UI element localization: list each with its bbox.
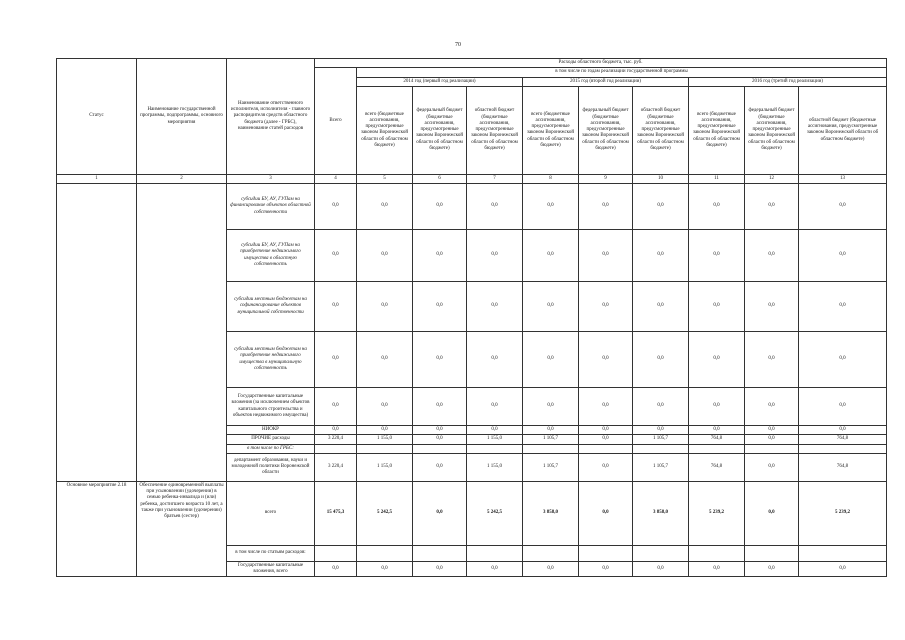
value-cell: 3 858,0 <box>523 481 579 545</box>
value-cell <box>689 545 745 561</box>
col-number: 9 <box>579 174 633 183</box>
value-cell: 0,0 <box>579 561 633 577</box>
status-cell <box>57 435 137 444</box>
value-cell: 0,0 <box>579 453 633 481</box>
table-row <box>57 435 887 444</box>
header-col-total-2015: всего (бюджетные ассигнования, предусмотренные законом Воронежской области об областном бюджете) <box>523 86 579 174</box>
row-label: департамент образования, науки и молодежной политики Воронежской области <box>227 453 315 481</box>
value-cell: 3 220,4 <box>315 453 357 481</box>
table-header <box>57 59 887 184</box>
value-cell: 0,0 <box>689 282 745 332</box>
row-label: в том числе по статьям расходов: <box>227 545 315 561</box>
value-cell: 0,0 <box>467 332 523 388</box>
value-cell: 0,0 <box>799 184 887 230</box>
value-cell: 0,0 <box>799 230 887 282</box>
row-label: субсидии местным бюджетам на приобретение недвижимого имущества в муниципальную собственность <box>227 332 315 388</box>
col-number: 4 <box>315 174 357 183</box>
value-cell: 0,0 <box>467 388 523 426</box>
value-cell: 0,0 <box>745 332 799 388</box>
value-cell: 0,0 <box>357 282 413 332</box>
header-col-regional-2016: областной бюджет (бюджетные ассигнования, предусмотренные законом Воронежской области об областном бюджете) <box>799 86 887 174</box>
row-label: субсидии БУ, АУ, ГУПам на финансирование объектов областной собственности <box>227 184 315 230</box>
value-cell: 0,0 <box>799 561 887 577</box>
page-number: 70 <box>455 42 461 48</box>
value-cell: 1 155,0 <box>467 453 523 481</box>
value-cell: 0,0 <box>413 282 467 332</box>
table-row <box>57 481 887 545</box>
program-name-cell <box>137 282 227 332</box>
value-cell: 0,0 <box>689 426 745 435</box>
value-cell: 764,8 <box>799 453 887 481</box>
col-number: 7 <box>467 174 523 183</box>
header-col-regional-2014: областной бюджет (бюджетные ассигнования, предусмотренные законом Воронежской области об областном бюджете) <box>467 86 523 174</box>
status-cell <box>57 426 137 435</box>
value-cell: 0,0 <box>579 481 633 545</box>
table-row <box>57 184 887 230</box>
table-row <box>57 453 887 481</box>
value-cell: 0,0 <box>745 561 799 577</box>
value-cell <box>413 444 467 453</box>
value-cell <box>579 444 633 453</box>
header-status: Статус <box>57 59 137 175</box>
value-cell: 0,0 <box>413 453 467 481</box>
value-cell: 0,0 <box>745 435 799 444</box>
value-cell: 1 155,0 <box>357 435 413 444</box>
value-cell: 0,0 <box>745 453 799 481</box>
value-cell <box>315 545 357 561</box>
value-cell: 0,0 <box>357 230 413 282</box>
header-by-years: в том числе по годам реализации государственной программы <box>357 68 887 77</box>
value-cell: 0,0 <box>413 388 467 426</box>
status-cell <box>57 184 137 230</box>
col-number: 13 <box>799 174 887 183</box>
value-cell: 0,0 <box>523 388 579 426</box>
value-cell: 0,0 <box>799 282 887 332</box>
column-number-row <box>57 174 887 183</box>
header-year-2016: 2016 год (третий год реализации) <box>689 77 887 86</box>
value-cell: 0,0 <box>745 230 799 282</box>
value-cell: 0,0 <box>579 435 633 444</box>
value-cell <box>799 545 887 561</box>
value-cell: 1 155,0 <box>467 435 523 444</box>
program-name-cell <box>137 435 227 444</box>
program-name-cell <box>137 184 227 230</box>
value-cell: 0,0 <box>413 426 467 435</box>
header-year-2014: 2014 год (первый год реализации) <box>357 77 523 86</box>
value-cell: 0,0 <box>633 561 689 577</box>
header-col-total-2014: всего (бюджетные ассигнования, предусмотренные законом Воронежской области об областном бюджете) <box>357 86 413 174</box>
value-cell <box>357 444 413 453</box>
header-year-2015: 2015 год (второй год реализации) <box>523 77 689 86</box>
row-label: субсидии местным бюджетам на софинансирование объектов муниципальной собственности <box>227 282 315 332</box>
value-cell <box>523 444 579 453</box>
status-cell <box>57 332 137 388</box>
value-cell <box>467 545 523 561</box>
value-cell: 764,8 <box>689 435 745 444</box>
value-cell: 0,0 <box>579 332 633 388</box>
value-cell: 0,0 <box>579 230 633 282</box>
program-name-cell <box>137 453 227 481</box>
value-cell: 0,0 <box>315 388 357 426</box>
value-cell: 3 858,0 <box>633 481 689 545</box>
value-cell: 0,0 <box>523 561 579 577</box>
row-label: всего <box>227 481 315 545</box>
value-cell: 0,0 <box>799 332 887 388</box>
value-cell <box>633 444 689 453</box>
table-row <box>57 282 887 332</box>
row-label: Государственные капитальные вложения (за исключением объектов капитального строительства и объектов недвижимого имущества) <box>227 388 315 426</box>
col-number: 11 <box>689 174 745 183</box>
program-name-cell <box>137 332 227 388</box>
value-cell: 0,0 <box>745 388 799 426</box>
value-cell: 0,0 <box>357 388 413 426</box>
col-number: 3 <box>227 174 315 183</box>
table-row <box>57 388 887 426</box>
value-cell: 1 105,7 <box>633 435 689 444</box>
header-col-federal-2015: федеральный бюджет (бюджетные ассигнования, предусмотренные законом Воронежской области об областном бюджете) <box>579 86 633 174</box>
value-cell: 764,8 <box>799 435 887 444</box>
value-cell: 0,0 <box>413 230 467 282</box>
col-number: 8 <box>523 174 579 183</box>
header-expenses-title: Расходы областного бюджета, тыс. руб. <box>315 59 887 68</box>
value-cell: 0,0 <box>689 332 745 388</box>
value-cell: 5 239,2 <box>689 481 745 545</box>
value-cell: 0,0 <box>467 230 523 282</box>
value-cell: 1 155,0 <box>357 453 413 481</box>
value-cell: 0,0 <box>523 332 579 388</box>
value-cell: 0,0 <box>467 184 523 230</box>
value-cell: 0,0 <box>579 282 633 332</box>
value-cell: 0,0 <box>799 426 887 435</box>
value-cell: 0,0 <box>523 282 579 332</box>
col-number: 2 <box>137 174 227 183</box>
value-cell: 764,8 <box>689 453 745 481</box>
value-cell: 0,0 <box>689 184 745 230</box>
value-cell <box>745 444 799 453</box>
value-cell: 3 220,4 <box>315 435 357 444</box>
main-event-status: Основное мероприятие 2.18 <box>57 481 137 577</box>
status-cell <box>57 282 137 332</box>
value-cell <box>633 545 689 561</box>
value-cell: 0,0 <box>633 388 689 426</box>
header-col-federal-2016: федеральный бюджет (бюджетные ассигнования, предусмотренные законом Воронежской области об областном бюджете) <box>745 86 799 174</box>
value-cell: 0,0 <box>413 435 467 444</box>
header-col-regional-2015: областной бюджет (бюджетные ассигнования, предусмотренные законом Воронежской области об областном бюджете) <box>633 86 689 174</box>
value-cell: 0,0 <box>633 426 689 435</box>
value-cell: 0,0 <box>523 426 579 435</box>
main-event-name: Обеспечение единовременной выплаты при усыновлении (удочерении) в семью ребенка-инвалида и (или) ребенка, достигшего возраста 10 лет, а также при усыновлении (удочерении) братьев (сестер) <box>137 481 227 577</box>
value-cell: 0,0 <box>315 230 357 282</box>
value-cell <box>357 545 413 561</box>
row-label: ПРОЧИЕ расходы <box>227 435 315 444</box>
status-cell <box>57 444 137 453</box>
header-col-federal-2014: федеральный бюджет (бюджетные ассигнования, предусмотренные законом Воронежской области об областном бюджете) <box>413 86 467 174</box>
value-cell <box>413 545 467 561</box>
col-number: 6 <box>413 174 467 183</box>
value-cell: 0,0 <box>633 184 689 230</box>
value-cell: 0,0 <box>689 388 745 426</box>
value-cell: 0,0 <box>315 184 357 230</box>
value-cell: 1 105,7 <box>523 453 579 481</box>
row-label: субсидии БУ, АУ, ГУПам на приобретение недвижимого имущества в областную собственность <box>227 230 315 282</box>
header-program-name: Наименование государственной программы, подпрограммы, основного мероприятия <box>137 59 227 175</box>
value-cell: 0,0 <box>745 184 799 230</box>
value-cell <box>467 444 523 453</box>
value-cell <box>315 444 357 453</box>
value-cell: 0,0 <box>523 184 579 230</box>
header-executor: Наименование ответственного исполнителя, исполнителя - главного распорядителя средств областного бюджета (далее - ГРБС), наименование статей расходов <box>227 59 315 175</box>
value-cell <box>579 545 633 561</box>
value-cell: 0,0 <box>357 184 413 230</box>
value-cell: 0,0 <box>315 332 357 388</box>
value-cell: 0,0 <box>579 388 633 426</box>
value-cell: 0,0 <box>315 426 357 435</box>
value-cell: 0,0 <box>467 426 523 435</box>
value-cell: 0,0 <box>579 426 633 435</box>
value-cell: 0,0 <box>315 561 357 577</box>
value-cell: 0,0 <box>633 230 689 282</box>
status-cell <box>57 453 137 481</box>
table-body <box>57 184 887 577</box>
value-cell: 0,0 <box>799 388 887 426</box>
value-cell: 0,0 <box>413 561 467 577</box>
value-cell: 0,0 <box>315 282 357 332</box>
row-label: НИОКР <box>227 426 315 435</box>
header-col-total-2016: всего (бюджетные ассигнования, предусмотренные законом Воронежской области об областном бюджете) <box>689 86 745 174</box>
col-number: 12 <box>745 174 799 183</box>
value-cell: 0,0 <box>413 481 467 545</box>
value-cell: 0,0 <box>745 282 799 332</box>
col-number: 1 <box>57 174 137 183</box>
value-cell: 0,0 <box>413 184 467 230</box>
table-row <box>57 332 887 388</box>
value-cell: 0,0 <box>467 561 523 577</box>
program-name-cell <box>137 388 227 426</box>
value-cell: 15 475,3 <box>315 481 357 545</box>
value-cell: 5 242,5 <box>467 481 523 545</box>
program-name-cell <box>137 230 227 282</box>
value-cell: 1 105,7 <box>523 435 579 444</box>
value-cell <box>523 545 579 561</box>
value-cell <box>745 545 799 561</box>
row-label: Государственные капитальные вложения, всего <box>227 561 315 577</box>
value-cell: 0,0 <box>467 282 523 332</box>
value-cell: 0,0 <box>357 426 413 435</box>
value-cell: 5 239,2 <box>799 481 887 545</box>
value-cell: 0,0 <box>413 332 467 388</box>
value-cell <box>799 444 887 453</box>
value-cell: 0,0 <box>689 561 745 577</box>
program-name-cell <box>137 444 227 453</box>
status-cell <box>57 230 137 282</box>
value-cell: 0,0 <box>745 426 799 435</box>
value-cell: 0,0 <box>357 561 413 577</box>
header-total: Всего <box>315 68 357 175</box>
value-cell: 0,0 <box>633 282 689 332</box>
value-cell: 0,0 <box>579 184 633 230</box>
table-row <box>57 230 887 282</box>
value-cell: 0,0 <box>745 481 799 545</box>
program-name-cell <box>137 426 227 435</box>
col-number: 5 <box>357 174 413 183</box>
status-cell <box>57 388 137 426</box>
value-cell: 1 105,7 <box>633 453 689 481</box>
value-cell: 0,0 <box>523 230 579 282</box>
row-label: в том числе по ГРБС: <box>227 444 315 453</box>
col-number: 10 <box>633 174 689 183</box>
value-cell: 0,0 <box>689 230 745 282</box>
value-cell <box>689 444 745 453</box>
value-cell: 0,0 <box>357 332 413 388</box>
value-cell: 5 242,5 <box>357 481 413 545</box>
value-cell: 0,0 <box>633 332 689 388</box>
table-row <box>57 426 887 435</box>
table-row <box>57 444 887 453</box>
budget-table <box>56 58 887 577</box>
